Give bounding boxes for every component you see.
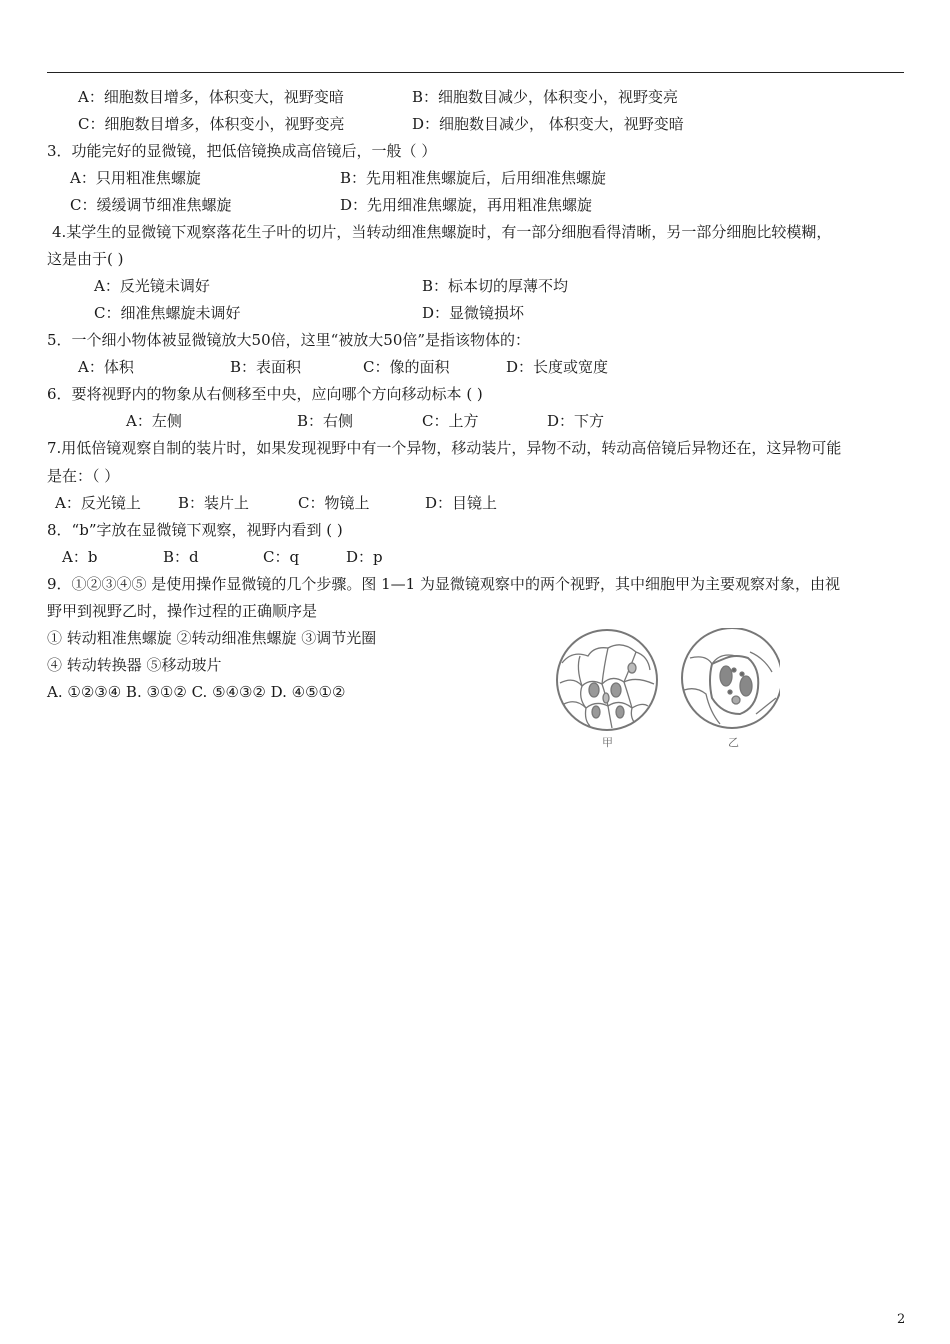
microscope-fields-figure [550,628,780,750]
q6-option-a: A：左侧 [126,412,182,430]
q5-option-a: A：体积 [78,358,134,376]
q7-stem-line2: 是在：（ ） [47,467,120,485]
q6-option-b: B：右侧 [297,412,354,430]
q6-stem: 6．要将视野内的物象从右侧移至中央，应向哪个方向移动标本 ( ) [47,385,483,403]
q3-option-b: B：先用粗准焦螺旋后，后用细准焦螺旋 [340,169,607,187]
q9-stem-line1: 9．①②③④⑤ 是使用操作显微镜的几个步骤。图 1—1 为显微镜观察中的两个视野，其中细胞甲为主要观察对象，由视 [47,575,840,593]
q8-stem: 8．“b”字放在显微镜下观察，视野内看到 ( ) [47,521,343,539]
q7-option-c: C：物镜上 [298,494,370,512]
q8-option-a: A：b [62,548,98,566]
q8-option-b: B：d [163,548,199,566]
q6-option-c: C：上方 [422,412,479,430]
q4-option-a: A：反光镜未调好 [94,277,210,295]
q4-option-b: B：标本切的厚薄不均 [422,277,569,295]
q2-option-a: A：细胞数目增多，体积变大，视野变暗 [78,88,344,106]
field-yi [682,628,780,728]
q9-steps-line2: ④ 转动转换器 ⑤移动玻片 [47,656,222,674]
q4-option-c: C：细准焦螺旋未调好 [94,304,241,322]
q7-option-d: D：目镜上 [425,494,498,512]
q5-stem: 5．一个细小物体被显微镜放大50倍，这里“被放大50倍”是指该物体的： [47,331,531,349]
header-rule [47,72,904,73]
q6-option-d: D：下方 [547,412,605,430]
q9-stem-line2: 野甲到视野乙时，操作过程的正确顺序是 [47,602,318,620]
q4-stem-line1: 4.某学生的显微镜下观察落花生子叶的切片，当转动细准焦螺旋时，有一部分细胞看得清晰，另一部分细胞比较模糊， [52,223,832,241]
q7-option-b: B：装片上 [178,494,250,512]
q9-steps-line1: ① 转动粗准焦螺旋 ②转动细准焦螺旋 ③调节光圈 [47,629,377,647]
q3-option-a: A：只用粗准焦螺旋 [70,169,201,187]
q7-option-a: A：反光镜上 [55,494,141,512]
q3-option-c: C：缓缓调节细准焦螺旋 [70,196,232,214]
figure-label-jia: 甲 [602,736,613,749]
fields-of-view-drawing [550,628,780,750]
q2-option-c: C：细胞数目增多，体积变小，视野变亮 [78,115,345,133]
q5-option-c: C：像的面积 [363,358,450,376]
q5-option-b: B：表面积 [230,358,302,376]
q4-stem-line2: 这是由于( ) [47,250,124,268]
q3-option-d: D：先用细准焦螺旋，再用粗准焦螺旋 [340,196,593,214]
q2-option-d: D：细胞数目减少， 体积变大，视野变暗 [412,115,684,133]
q3-stem: 3．功能完好的显微镜，把低倍镜换成高倍镜后，一般（ ） [47,142,437,160]
field-jia [557,630,657,730]
figure-label-yi: 乙 [728,736,739,749]
q8-option-d: D：p [346,548,383,566]
q8-option-c: C：q [263,548,300,566]
q9-options: A. ①②③④ B. ③①② C. ⑤④③② D. ④⑤①② [47,683,346,701]
q4-option-d: D：显微镜损坏 [422,304,525,322]
page-number: 2 [897,1312,906,1327]
q5-option-d: D：长度或宽度 [506,358,609,376]
q2-option-b: B：细胞数目减少，体积变小，视野变亮 [412,88,679,106]
q7-stem-line1: 7.用低倍镜观察自制的装片时，如果发现视野中有一个异物，移动装片，异物不动，转动高倍镜后异物还在，这异物可能 [47,439,842,457]
